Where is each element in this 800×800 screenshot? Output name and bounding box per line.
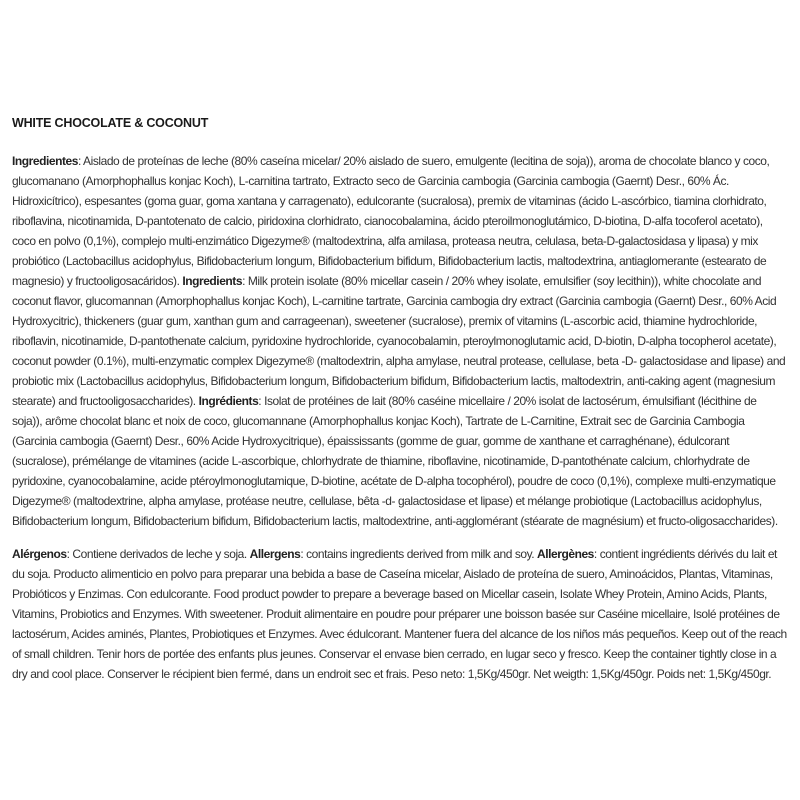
allergens-storage-paragraph: Alérgenos: Contiene derivados de leche y soja. Allergens: contains ingredients derived from milk and soy. Allergènes: contient ingrédients dérivés du lait et du soja. Producto alimenticio en polvo para preparar una bebida a base de Caseína micelar, Aislado de proteína de suero, Aminoácidos, Plantas, Vitaminas, Probióticos y Enzimas. Con edulcorante. Food product powder to prepare a beverage based on Micellar casein, Isolate Whey Protein, Amino Acids, Plants, Vitamins, Probiotics and Enzymes. With sweetener. Produit alimentaire en poudre pour préparer une boisson basée sur Caséine micellaire, Isolé protéines de lactosérum, Acides aminés, Plantes, Probiotiques et Enzymes. Avec édulcorant. Mantener fuera del alcance de los niños más pequeños. Keep out of the reach of small children. Tenir hors de portée des enfants plus jeunes. Conservar el envase bien cerrado, en lugar seco y fresco. Keep the container tightly close in a dry and cool place. Conserver le récipient bien fermé, dans un endroit sec et frais. Peso neto: 1,5Kg/450gr. Net weigth: 1,5Kg/450gr. Poids net: 1,5Kg/450gr. — [12, 547, 787, 681]
product-flavor-title: WHITE CHOCOLATE & COCONUT — [12, 116, 209, 130]
ingredients-paragraph: Ingredientes: Aislado de proteínas de leche (80% caseína micelar/ 20% aislado de suero, emulgente (lecitina de soja)), aroma de chocolate blanco y coco, glucomanano (Amorphophallus konjac Koch), L-carnitina tartrato, Extracto seco de Garcinia cambogia (Garcinia cambogia (Gaernt) Desr., 60% Ác. Hidroxicítrico), espesantes (goma guar, goma xantana y carragenato), edulcorante (sucralosa), premix de vitaminas (ácido L-ascórbico, tiamina clorhidrato, riboflavina, nicotinamida, D-pantotenato de calcio, piridoxina clorhidrato, cianocobalamina, ácido pteroilmonoglutámico, D-biotina, D-alfa tocoferol acetato), coco en polvo (0,1%), complejo multi-enzimático Digezyme® (maltodextrina, alfa amilasa, proteasa neutra, celulasa, beta-D-galactosidasa y lipasa) y mix probiótico (Lactobacillus acidophylus, Bifidobacterium longum, Bifidobacterium bifidum, Bifidobacterium lactis, maltodextrina, antiaglomerante (estearato de magnesio) y fructooligosacáridos). Ingredients: Milk protein isolate (80% micellar casein / 20% whey isolate, emulsifier (soy lecithin)), white chocolate and coconut flavor, glucomannan (Amorphophallus konjac Koch), L-carnitine tartrate, Garcinia cambogia dry extract (Garcinia cambogia (Gaernt) Desr., 60% Acid Hydroxycitric), thickeners (guar gum, xanthan gum and carrageenan), sweetener (sucralose), premix of vitamins (L-ascorbic acid, thiamine hydrochloride, riboflavin, nicotinamide, D-pantothenate calcium, pyridoxine hydrochloride, cyanocobalamin, pteroylmonoglutamic acid, D-biotin, D-alpha tocopherol acetate), coconut powder (0.1%), multi-enzymatic complex Digezyme® (maltodextrin, alpha amylase, neutral protease, cellulase, beta -D- galactosidase and lipase) and probiotic mix (Lactobacillus acidophylus, Bifidobacterium longum, Bifidobacterium bifidum, Bifidobacterium lactis, maltodextrin, anti-caking agent (magnesium stearate) and fructooligosaccharides). Ingrédients: Isolat de protéines de lait (80% caséine micellaire / 20% isolat de lactosérum, émulsifiant (lécithine de soja)), arôme chocolat blanc et noix de coco, glucomannane (Amorphophallus konjac Koch), Tartrate de L-Carnitine, Extrait sec de Garcinia Cambogia (Garcinia cambogia (Gaernt) Desr., 60% Acide Hydroxycitrique), épaississants (gomme de guar, gomme de xanthane et carraghénane), édulcorant (sucralose), prémélange de vitamines (acide L-ascorbique, chlorhydrate de thiamine, riboflavine, nicotinamide, D-pantothénate calcium, chlorhydrate de pyridoxine, cyanocobalamine, acide ptéroylmonoglutamique, D-biotine, acétate de D-alpha tocophérol), poudre de coco (0,1%), complexe multi-enzymatique Digezyme® (maltodextrine, alpha amylase, protéase neutre, cellulase, bêta -d- galactosidase et lipase) et mélange probiotique (Lactobacillus acidophylus, Bifidobacterium longum, Bifidobacterium bifidum, Bifidobacterium lactis, maltodextrine, anti-agglomérant (stéarate de magnésium) et fructo-oligosaccharides). — [12, 154, 786, 528]
label-text-block — [12, 116, 788, 697]
